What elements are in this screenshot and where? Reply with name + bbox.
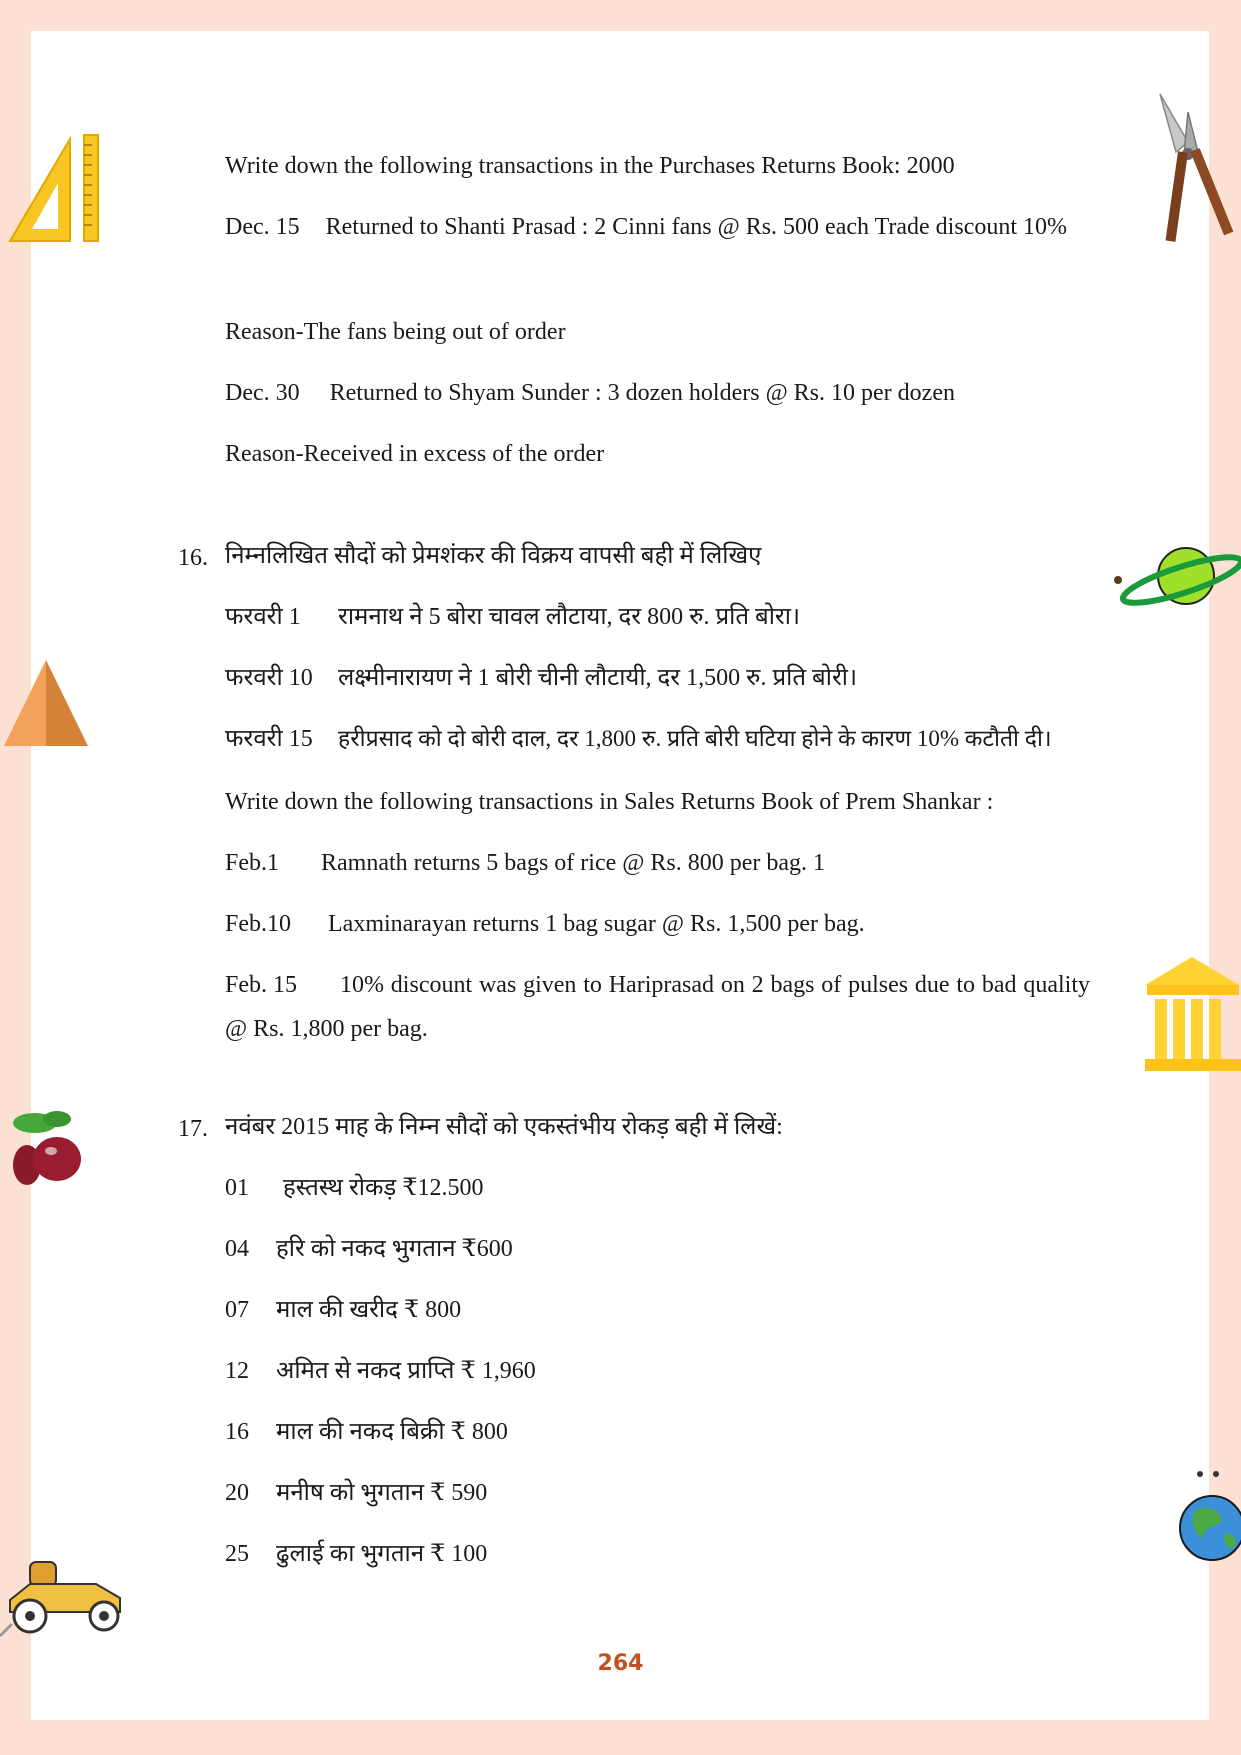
pruning-shears-icon xyxy=(1158,92,1241,244)
transaction-date: Dec. 15 xyxy=(225,214,300,240)
transaction-text: Returned to Shanti Prasad : 2 Cinni fans @ Rs. 500 each Trade discount 10% xyxy=(325,214,1068,240)
cash-item xyxy=(225,1173,484,1203)
cash-item-text: हरि को नकद भुगतान ₹600 xyxy=(276,1236,513,1262)
cash-item-text: माल की नकद बिक्री ₹ 800 xyxy=(276,1419,508,1445)
page-number: 264 xyxy=(597,1651,644,1676)
transaction-date: फरवरी 10 xyxy=(225,665,313,691)
jamun-fruit-icon xyxy=(5,1105,90,1205)
transaction-date: फरवरी 15 xyxy=(225,726,313,752)
cash-item-day: 04 xyxy=(225,1236,249,1262)
transaction-date: Feb.10 xyxy=(225,911,291,937)
cash-item xyxy=(225,1356,536,1386)
cash-item xyxy=(225,1234,513,1264)
transaction-date: Feb. 15 xyxy=(225,972,297,998)
transaction-dec30-reason: Reason-Received in excess of the order xyxy=(225,441,605,467)
transaction-date: फरवरी 1 xyxy=(225,604,301,630)
cash-item-day: 07 xyxy=(225,1297,249,1323)
cash-item xyxy=(225,1417,508,1447)
cash-item-day: 25 xyxy=(225,1541,249,1567)
cash-item xyxy=(225,1478,487,1508)
cash-item-day: 01 xyxy=(225,1175,249,1201)
transaction-date: Dec. 30 xyxy=(225,380,300,406)
transaction-dec15 xyxy=(225,205,1090,249)
q16-hindi-item-3 xyxy=(225,724,1052,754)
transaction-dec15-reason: Reason-The fans being out of order xyxy=(225,319,566,345)
saturn-planet-icon xyxy=(1114,540,1241,612)
question-number-17: 17. xyxy=(178,1116,208,1142)
purchases-returns-intro: Write down the following transactions in the Purchases Returns Book: 2000 xyxy=(225,153,955,179)
q16-english-intro: Write down the following transactions in Sales Returns Book of Prem Shankar : xyxy=(225,789,994,815)
transaction-text: रामनाथ ने 5 बोरा चावल लौटाया, दर 800 रु. प्रति बोरा। xyxy=(338,604,801,630)
cash-item-day: 20 xyxy=(225,1480,249,1506)
q16-english-item-2 xyxy=(225,909,865,939)
cash-item-day: 16 xyxy=(225,1419,249,1445)
cash-item-text: माल की खरीद ₹ 800 xyxy=(276,1297,462,1323)
cash-item-text: ढुलाई का भुगतान ₹ 100 xyxy=(276,1541,488,1567)
transaction-text: हरीप्रसाद को दो बोरी दाल, दर 1,800 रु. प्रति बोरी घटिया होने के कारण 10% कटौती दी। xyxy=(338,726,1052,751)
q16-english-item-1 xyxy=(225,848,825,878)
greek-temple-icon xyxy=(1143,955,1241,1073)
q16-hindi-item-1 xyxy=(225,602,800,632)
cash-item xyxy=(225,1295,461,1325)
pyramid-icon xyxy=(2,658,90,748)
q17-intro: नवंबर 2015 माह के निम्न सौदों को एकस्तंभीय रोकड़ बही में लिखें: xyxy=(225,1114,783,1140)
cash-item-text: अमित से नकद प्राप्ति ₹ 1,960 xyxy=(276,1358,536,1384)
cash-item-text: हस्तस्थ रोकड़ ₹12.500 xyxy=(283,1175,484,1201)
q16-english-item-3 xyxy=(225,963,1090,1051)
vintage-car-icon xyxy=(0,1540,128,1638)
q16-hindi-item-2 xyxy=(225,663,857,693)
cash-item-day: 12 xyxy=(225,1358,249,1384)
transaction-text: लक्ष्मीनारायण ने 1 बोरी चीनी लौटायी, दर 1,500 रु. प्रति बोरी। xyxy=(338,665,858,691)
transaction-text: Ramnath returns 5 bags of rice @ Rs. 800 per bag. 1 xyxy=(321,850,825,876)
earth-globe-icon xyxy=(1172,1468,1241,1568)
set-square-ruler-icon xyxy=(8,133,103,245)
transaction-text: 10% discount was given to Hariprasad on 2 bags of pulses due to bad quality @ Rs. 1,800 per bag. xyxy=(225,972,1090,1042)
transaction-dec30 xyxy=(225,378,955,408)
transaction-text: Returned to Shyam Sunder : 3 dozen holders @ Rs. 10 per dozen xyxy=(329,380,955,406)
q16-hindi-intro: निम्नलिखित सौदों को प्रेमशंकर की विक्रय वापसी बही में लिखिए xyxy=(225,543,762,569)
question-number-16: 16. xyxy=(178,545,208,571)
cash-item-text: मनीष को भुगतान ₹ 590 xyxy=(276,1480,488,1506)
transaction-text: Laxminarayan returns 1 bag sugar @ Rs. 1,500 per bag. xyxy=(328,911,865,937)
cash-item xyxy=(225,1539,487,1569)
transaction-date: Feb.1 xyxy=(225,850,279,876)
